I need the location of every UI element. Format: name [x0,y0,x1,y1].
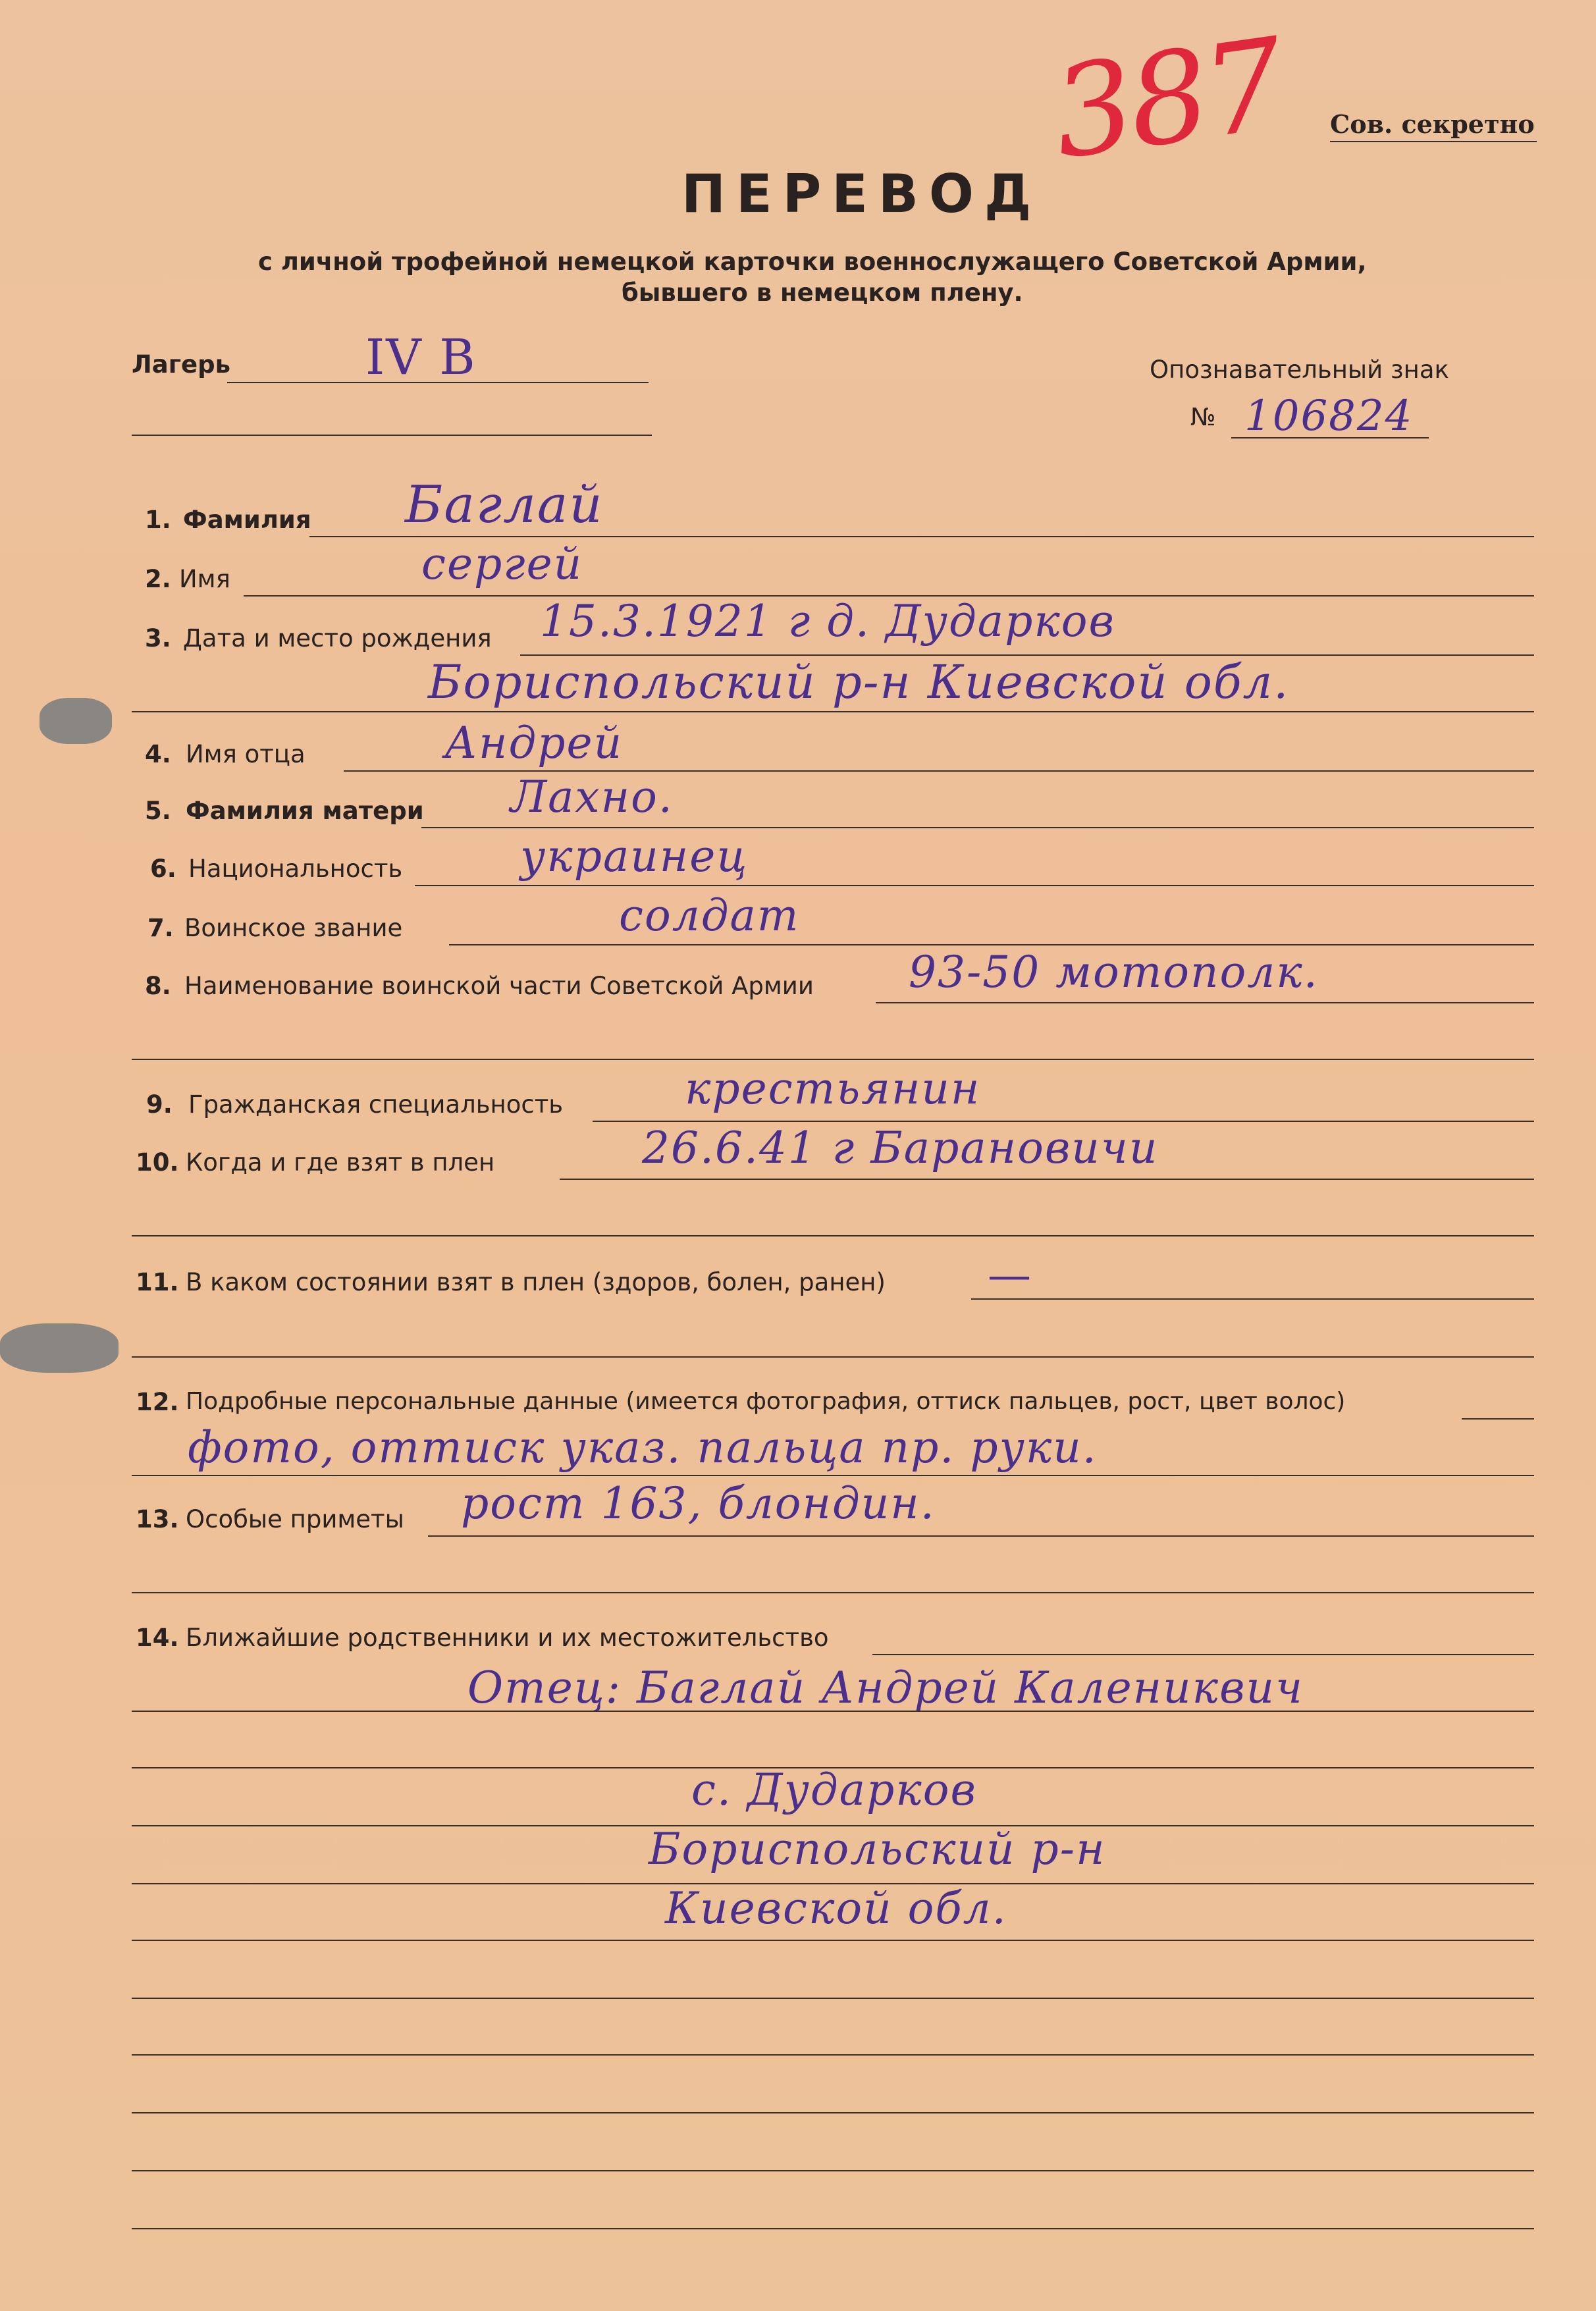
field-13-line [428,1535,1534,1537]
field-13-label: Особые приметы [186,1505,404,1533]
field-10-line-2 [132,1235,1534,1236]
field-5-number: 5. [145,797,171,825]
field-9-label: Гражданская специальность [188,1090,564,1119]
field-8-number: 8. [145,972,171,1000]
field-10-line [560,1179,1534,1180]
field-1-number: 1. [145,506,171,534]
field-14-line [872,1654,1534,1655]
torn-edge-hole-lower [0,1323,119,1373]
field-6-label: Национальность [188,855,403,883]
field-11-number: 11. [136,1268,179,1296]
field-8-line-2 [132,1059,1534,1060]
id-badge-label: Опознавательный знак [1150,356,1449,384]
camp-label: Лагерь [132,350,231,379]
field-4-value: Андрей [444,718,624,768]
field-8-value: 93-50 мотополк. [909,947,1319,997]
field-14-label: Ближайшие родственники и их местожительство [186,1624,829,1652]
field-11-line [971,1298,1534,1300]
field-11-label: В каком состоянии взят в плен (здоров, болен, ранен) [186,1268,886,1296]
field-14-line-11 [132,2228,1534,2229]
field-5-line [421,827,1534,828]
field-2-value: сергей [421,539,583,589]
field-5-label: Фамилия матери [186,797,424,825]
field-12-line-2 [132,1475,1534,1476]
field-9-number: 9. [146,1090,173,1119]
field-12-value: фото, оттиск указ. пальца пр. руки. [188,1422,1098,1473]
id-badge-prefix: № [1190,403,1216,431]
id-badge-value: 106824 [1244,392,1414,440]
field-8-line [876,1002,1534,1003]
field-9-value: крестьянин [685,1063,981,1114]
field-14-value-2: с. Дударков [691,1765,977,1815]
field-14-number: 14. [136,1624,179,1652]
document-title: ПЕРЕВОД [681,163,1042,225]
field-9-line [593,1121,1534,1122]
field-4-number: 4. [145,740,171,768]
field-13-number: 13. [136,1505,179,1533]
field-6-value: украинец [520,831,749,882]
field-7-label: Воинское звание [184,914,403,942]
field-7-line [449,944,1534,945]
field-14-value-4: Киевской обл. [665,1883,1007,1934]
classification-label: Сов. секретно [1330,109,1535,139]
field-10-value: 26.6.41 г Барановичи [642,1123,1159,1173]
field-1-value: Баглай [405,475,604,535]
field-6-line [415,885,1534,886]
classification-underline [1330,141,1537,142]
field-13-line-2 [132,1592,1534,1593]
red-stamp-number: 387 [1044,11,1290,187]
field-12-label: Подробные персональные данные (имеется фотография, оттиск пальцев, рост, цвет волос) [186,1388,1346,1415]
field-11-line-2 [132,1356,1534,1358]
field-5-value: Лахно. [510,772,674,822]
field-12-number: 12. [136,1388,179,1416]
field-2-label: Имя [179,565,230,593]
field-14-value-3: Бориспольский р-н [649,1824,1106,1874]
field-14-line-9 [132,2112,1534,2113]
field-1-line [309,536,1534,537]
field-3-value-2: Бориспольский р-н Киевской обл. [428,655,1290,709]
torn-edge-hole-upper [40,698,112,744]
field-14-line-7 [132,1998,1534,1999]
field-14-line-2 [132,1711,1534,1712]
field-14-line-6 [132,1940,1534,1941]
field-8-label: Наименование воинской части Советской Армии [184,972,814,1000]
document-subtitle-line2: бывшего в немецком плену. [622,279,1023,307]
field-13-value: рост 163, блондин. [461,1478,936,1529]
field-10-label: Когда и где взят в плен [186,1148,495,1177]
field-4-label: Имя отца [186,740,306,768]
field-3-label: Дата и место рождения [183,624,492,652]
field-11-value: — [988,1250,1032,1300]
field-10-number: 10. [136,1148,179,1177]
document-subtitle-line1: с личной трофейной немецкой карточки военнослужащего Советской Армии, [258,248,1367,276]
field-3-value: 15.3.1921 г д. Дударков [540,596,1115,647]
field-2-number: 2. [145,565,171,593]
field-14-value: Отец: Баглай Андрей Калениквич [467,1662,1304,1713]
field-7-number: 7. [147,914,174,942]
field-14-line-8 [132,2054,1534,2056]
field-3-number: 3. [145,624,171,652]
field-3-line-2 [132,711,1534,712]
field-7-value: солдат [619,890,800,941]
field-12-line [1462,1418,1534,1420]
camp-value: IV B [365,329,477,386]
field-14-line-10 [132,2170,1534,2171]
field-6-number: 6. [150,855,176,883]
field-1-label: Фамилия [183,506,311,534]
camp-line-2 [132,435,652,436]
